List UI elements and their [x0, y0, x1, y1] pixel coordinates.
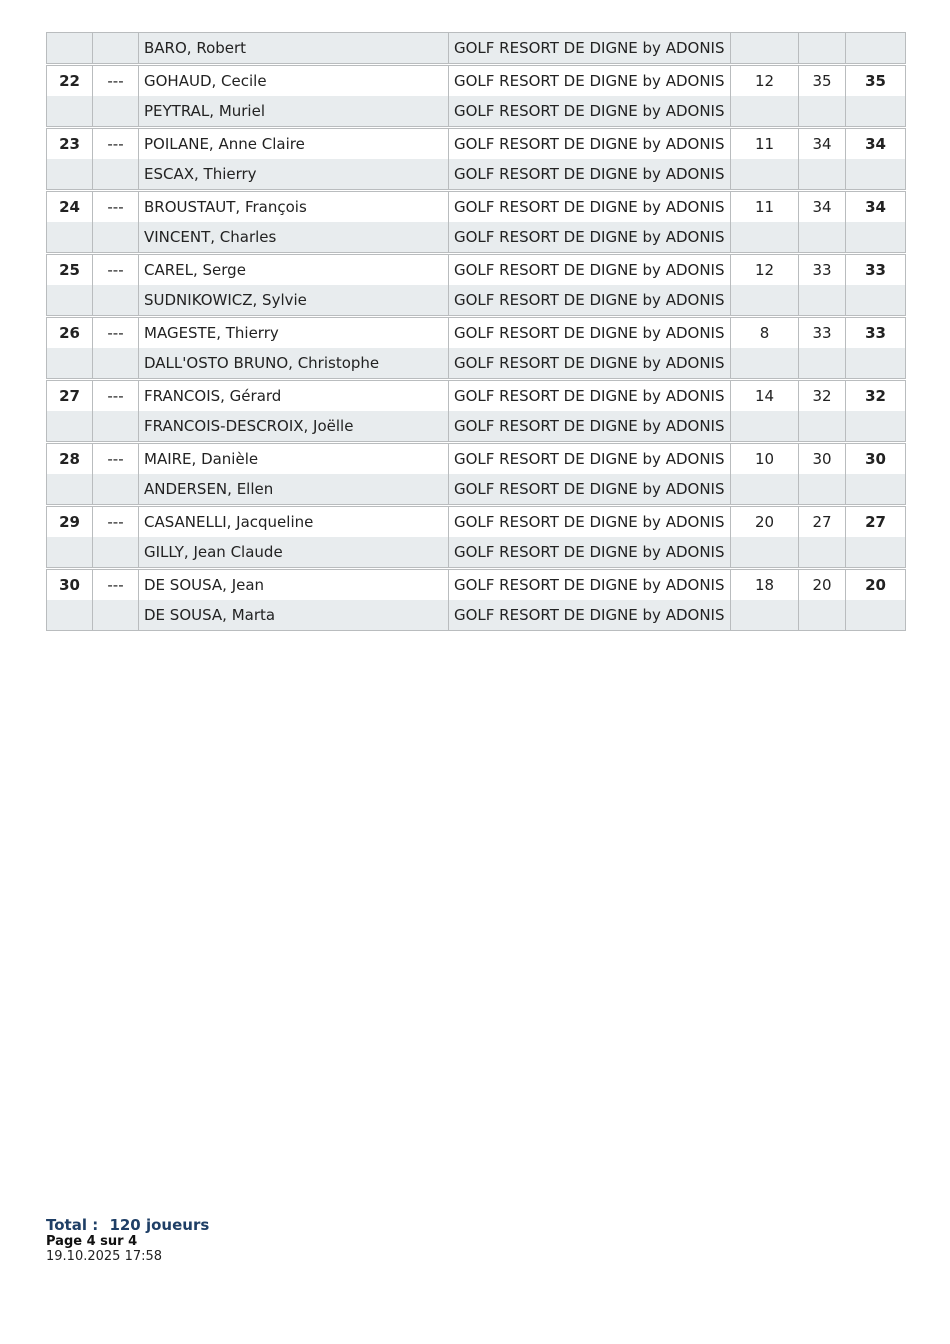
player-name-cell: GILLY, Jean Claude: [139, 537, 449, 569]
club-cell: GOLF RESORT DE DIGNE by ADONIS: [449, 33, 731, 65]
team-row-first: [47, 380, 906, 412]
brut-score-cell-empty: [799, 348, 846, 380]
category-cell-empty: [93, 411, 139, 443]
brut-score-cell: 33: [799, 254, 846, 286]
club-cell: GOLF RESORT DE DIGNE by ADONIS: [449, 159, 731, 191]
net-score-cell-empty: [846, 348, 906, 380]
rank-cell: 28: [47, 443, 93, 475]
net-score-cell: 32: [846, 380, 906, 412]
club-cell: GOLF RESORT DE DIGNE by ADONIS: [449, 65, 731, 97]
handicap-cell: 18: [731, 569, 799, 601]
results-body: [47, 33, 906, 631]
total-label: Total :: [46, 1216, 99, 1234]
handicap-cell: 8: [731, 317, 799, 349]
team-row-first: [47, 317, 906, 349]
handicap-cell: 12: [731, 254, 799, 286]
handicap-cell-empty: [731, 537, 799, 569]
rank-cell-empty: [47, 96, 93, 128]
footer: [46, 1216, 215, 1265]
category-cell: ---: [93, 569, 139, 601]
rank-cell: 27: [47, 380, 93, 412]
team-row-second: [47, 537, 906, 569]
team-row-second: [47, 222, 906, 254]
handicap-cell-empty: [731, 96, 799, 128]
net-score-cell: 27: [846, 506, 906, 538]
net-score-cell: 20: [846, 569, 906, 601]
player-name-cell: MAGESTE, Thierry: [139, 317, 449, 349]
net-score-cell-empty: [846, 222, 906, 254]
team-row-second: [47, 474, 906, 506]
category-cell: ---: [93, 443, 139, 475]
rank-cell: 30: [47, 569, 93, 601]
rank-cell-empty: [47, 411, 93, 443]
player-name-cell: BROUSTAUT, François: [139, 191, 449, 223]
brut-score-cell: 34: [799, 191, 846, 223]
club-cell: GOLF RESORT DE DIGNE by ADONIS: [449, 317, 731, 349]
brut-score-cell-empty: [799, 33, 846, 65]
brut-score-cell: 20: [799, 569, 846, 601]
category-cell: ---: [93, 191, 139, 223]
player-name-cell: CASANELLI, Jacqueline: [139, 506, 449, 538]
category-cell: ---: [93, 380, 139, 412]
brut-score-cell: 30: [799, 443, 846, 475]
club-cell: GOLF RESORT DE DIGNE by ADONIS: [449, 474, 731, 506]
club-cell: GOLF RESORT DE DIGNE by ADONIS: [449, 537, 731, 569]
handicap-cell: 11: [731, 191, 799, 223]
team-row-first: [47, 443, 906, 475]
net-score-cell-empty: [846, 33, 906, 65]
team-row-second: [47, 285, 906, 317]
rank-cell-empty: [47, 222, 93, 254]
club-cell: GOLF RESORT DE DIGNE by ADONIS: [449, 411, 731, 443]
player-name-cell: ESCAX, Thierry: [139, 159, 449, 191]
handicap-cell-empty: [731, 600, 799, 631]
category-cell-empty: [93, 474, 139, 506]
player-name-cell: GOHAUD, Cecile: [139, 65, 449, 97]
total-line: [46, 1216, 215, 1234]
club-cell: GOLF RESORT DE DIGNE by ADONIS: [449, 443, 731, 475]
brut-score-cell-empty: [799, 474, 846, 506]
category-cell-empty: [93, 222, 139, 254]
club-cell: GOLF RESORT DE DIGNE by ADONIS: [449, 380, 731, 412]
brut-score-cell: 33: [799, 317, 846, 349]
handicap-cell: 20: [731, 506, 799, 538]
player-name-cell: CAREL, Serge: [139, 254, 449, 286]
team-row-first: [47, 191, 906, 223]
player-name-cell: VINCENT, Charles: [139, 222, 449, 254]
rank-cell: 24: [47, 191, 93, 223]
handicap-cell-empty: [731, 159, 799, 191]
category-cell-empty: [93, 600, 139, 631]
net-score-cell-empty: [846, 411, 906, 443]
handicap-cell: 12: [731, 65, 799, 97]
rank-cell-empty: [47, 159, 93, 191]
category-cell-empty: [93, 537, 139, 569]
team-row-second: [47, 33, 906, 65]
rank-cell-empty: [47, 537, 93, 569]
brut-score-cell-empty: [799, 285, 846, 317]
brut-score-cell-empty: [799, 159, 846, 191]
handicap-cell-empty: [731, 33, 799, 65]
handicap-cell-empty: [731, 474, 799, 506]
brut-score-cell-empty: [799, 222, 846, 254]
club-cell: GOLF RESORT DE DIGNE by ADONIS: [449, 96, 731, 128]
rank-cell: 26: [47, 317, 93, 349]
category-cell-empty: [93, 159, 139, 191]
net-score-cell: 33: [846, 317, 906, 349]
team-row-second: [47, 96, 906, 128]
category-cell-empty: [93, 33, 139, 65]
net-score-cell-empty: [846, 600, 906, 631]
team-row-first: [47, 65, 906, 97]
category-cell-empty: [93, 285, 139, 317]
team-row-first: [47, 128, 906, 160]
brut-score-cell-empty: [799, 600, 846, 631]
total-value: 120 joueurs: [109, 1216, 210, 1234]
club-cell: GOLF RESORT DE DIGNE by ADONIS: [449, 222, 731, 254]
net-score-cell: 30: [846, 443, 906, 475]
team-row-second: [47, 411, 906, 443]
rank-cell: 22: [47, 65, 93, 97]
brut-score-cell-empty: [799, 96, 846, 128]
club-cell: GOLF RESORT DE DIGNE by ADONIS: [449, 600, 731, 631]
category-cell: ---: [93, 506, 139, 538]
club-cell: GOLF RESORT DE DIGNE by ADONIS: [449, 128, 731, 160]
brut-score-cell: 34: [799, 128, 846, 160]
player-name-cell: MAIRE, Danièle: [139, 443, 449, 475]
rank-cell: 29: [47, 506, 93, 538]
player-name-cell: POILANE, Anne Claire: [139, 128, 449, 160]
player-name-cell: DALL'OSTO BRUNO, Christophe: [139, 348, 449, 380]
brut-score-cell: 27: [799, 506, 846, 538]
brut-score-cell-empty: [799, 537, 846, 569]
page-number: Page 4 sur 4: [46, 1234, 138, 1249]
player-name-cell: FRANCOIS-DESCROIX, Joëlle: [139, 411, 449, 443]
handicap-cell: 11: [731, 128, 799, 160]
net-score-cell-empty: [846, 474, 906, 506]
team-row-first: [47, 506, 906, 538]
category-cell: ---: [93, 317, 139, 349]
brut-score-cell-empty: [799, 411, 846, 443]
club-cell: GOLF RESORT DE DIGNE by ADONIS: [449, 254, 731, 286]
club-cell: GOLF RESORT DE DIGNE by ADONIS: [449, 348, 731, 380]
net-score-cell: 34: [846, 128, 906, 160]
rank-cell: 23: [47, 128, 93, 160]
rank-cell-empty: [47, 474, 93, 506]
net-score-cell-empty: [846, 285, 906, 317]
club-cell: GOLF RESORT DE DIGNE by ADONIS: [449, 569, 731, 601]
player-name-cell: ANDERSEN, Ellen: [139, 474, 449, 506]
handicap-cell-empty: [731, 222, 799, 254]
rank-cell-empty: [47, 33, 93, 65]
team-row-second: [47, 348, 906, 380]
handicap-cell-empty: [731, 411, 799, 443]
net-score-cell-empty: [846, 96, 906, 128]
team-row-first: [47, 254, 906, 286]
rank-cell-empty: [47, 348, 93, 380]
brut-score-cell: 32: [799, 380, 846, 412]
category-cell-empty: [93, 96, 139, 128]
player-name-cell: BARO, Robert: [139, 33, 449, 65]
club-cell: GOLF RESORT DE DIGNE by ADONIS: [449, 191, 731, 223]
player-name-cell: DE SOUSA, Jean: [139, 569, 449, 601]
team-row-first: [47, 569, 906, 601]
net-score-cell: 35: [846, 65, 906, 97]
team-row-second: [47, 159, 906, 191]
handicap-cell: 14: [731, 380, 799, 412]
player-name-cell: DE SOUSA, Marta: [139, 600, 449, 631]
handicap-cell: 10: [731, 443, 799, 475]
print-date: 19.10.2025 17:58: [46, 1249, 163, 1264]
net-score-cell: 33: [846, 254, 906, 286]
handicap-cell-empty: [731, 348, 799, 380]
player-name-cell: PEYTRAL, Muriel: [139, 96, 449, 128]
category-cell: ---: [93, 254, 139, 286]
rank-cell: 25: [47, 254, 93, 286]
club-cell: GOLF RESORT DE DIGNE by ADONIS: [449, 285, 731, 317]
player-name-cell: SUDNIKOWICZ, Sylvie: [139, 285, 449, 317]
player-name-cell: FRANCOIS, Gérard: [139, 380, 449, 412]
brut-score-cell: 35: [799, 65, 846, 97]
handicap-cell-empty: [731, 285, 799, 317]
net-score-cell-empty: [846, 159, 906, 191]
rank-cell-empty: [47, 600, 93, 631]
category-cell: ---: [93, 128, 139, 160]
category-cell-empty: [93, 348, 139, 380]
team-row-second: [47, 600, 906, 631]
net-score-cell: 34: [846, 191, 906, 223]
rank-cell-empty: [47, 285, 93, 317]
category-cell: ---: [93, 65, 139, 97]
club-cell: GOLF RESORT DE DIGNE by ADONIS: [449, 506, 731, 538]
results-table: [46, 32, 906, 631]
net-score-cell-empty: [846, 537, 906, 569]
